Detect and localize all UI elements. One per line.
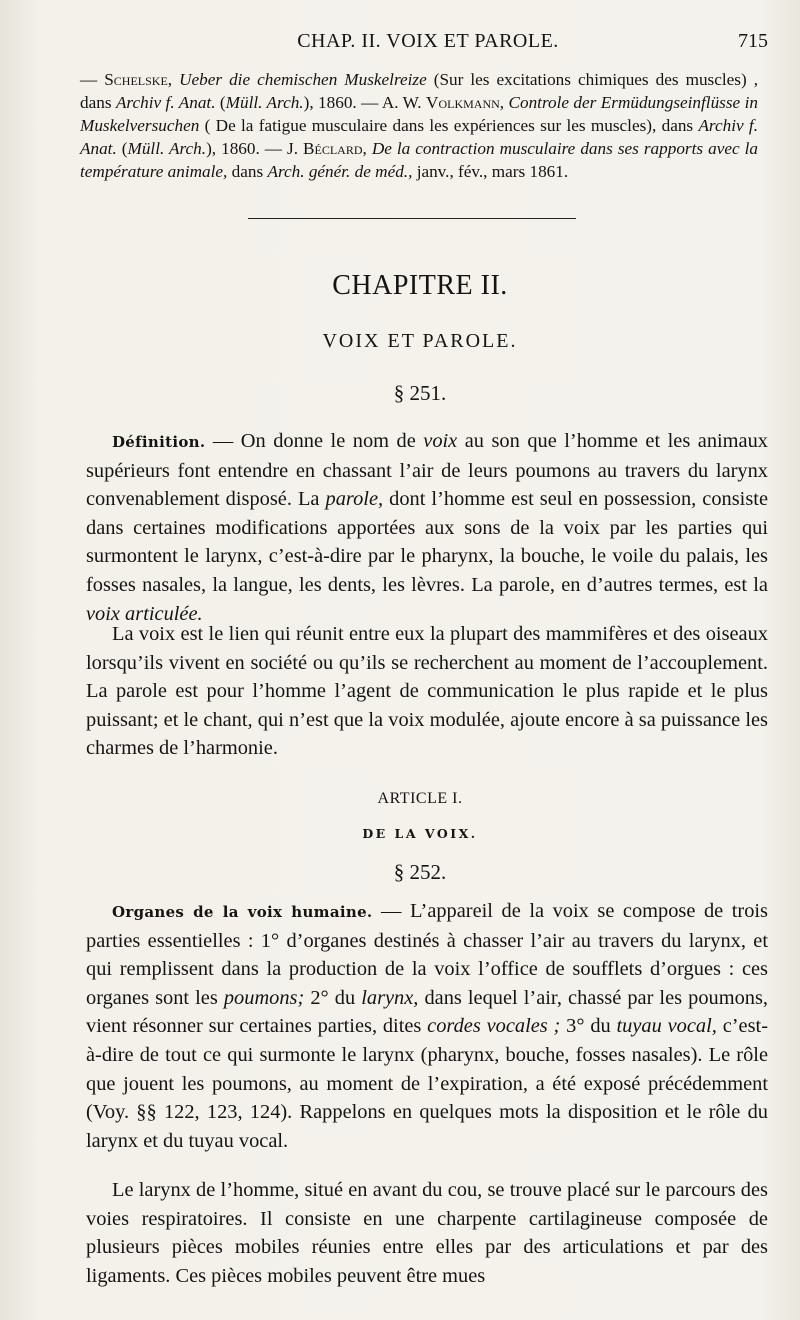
paragraph-text: au son que l’homme et les animaux supérieurs font entendre en chassant l’air de leurs poumons au travers du larynx convenablement disposé. La bbox=[86, 430, 768, 511]
ref-text: janv., fév., mars 1861. bbox=[412, 162, 569, 181]
ref-text: ( bbox=[215, 93, 226, 112]
organs-lead: Organes de la voix humaine. bbox=[112, 903, 373, 921]
term-cordes-vocales: cordes vocales ; bbox=[427, 1015, 561, 1038]
term-parole: parole, bbox=[325, 488, 384, 511]
chapter-title: CHAPITRE II. bbox=[332, 270, 508, 301]
ref-title-schelske: Ueber die chemischen Muskelreize bbox=[179, 70, 427, 89]
section-252-mark: § 252. bbox=[393, 860, 447, 884]
ref-text: ( bbox=[116, 139, 128, 158]
chapter-subtitle: VOIX ET PAROLE. bbox=[322, 330, 518, 352]
ref-dash: — bbox=[80, 70, 105, 89]
paragraph-text: 3° du bbox=[560, 1015, 617, 1038]
voice-role-paragraph: La voix est le lien qui réunit entre eux la plupart des mammifères et des oiseaux lorsqu’ils vivent en société ou qu’ils se recherchent au moment de l’accouplement. La parole est pour l’homme l’agent de communication le plus rapide et le plus puissant; et le chant, qui n’est que la voix modulée, ajoute encore à sa puissance les charmes de l’harmonie. bbox=[86, 623, 768, 760]
ref-journal: Archiv f. Anat. bbox=[80, 116, 759, 158]
ref-author-schelske: Schelske, bbox=[104, 70, 173, 89]
ref-title-beclard: De la contraction musculaire dans ses rapports avec la température animale, bbox=[80, 139, 758, 181]
article-title: ARTICLE I. bbox=[377, 790, 463, 807]
section-251-mark: § 251. bbox=[393, 381, 447, 405]
paragraph-text: dans lequel l’air, chassé par les poumons, vient résonner sur certaines parties, dites bbox=[86, 986, 768, 1038]
definition-lead: Définition. bbox=[112, 433, 206, 451]
ref-journal-short: Müll. Arch. bbox=[127, 139, 207, 158]
ref-text: ), 1860. — J. bbox=[206, 139, 304, 158]
paragraph-text: 2° du bbox=[304, 986, 362, 1009]
running-head: CHAP. II. VOIX ET PAROLE. bbox=[297, 30, 559, 52]
paragraph-text: — L’appareil de la voix se compose de trois parties essentielles : 1° d’organes destinés à chasser l’air au travers du larynx, et qui remplissent dans la production de la voix l’office de soufflets d’orgues : ces organes sont les bbox=[86, 900, 768, 1009]
page-header bbox=[88, 30, 768, 56]
ref-author-volkmann: Volkmann, bbox=[426, 93, 505, 112]
term-poumons: poumons; bbox=[223, 986, 305, 1009]
term-voix-articulee: voix articulée. bbox=[86, 602, 203, 625]
term-larynx: larynx, bbox=[361, 986, 419, 1009]
ref-journal-short: Müll. Arch. bbox=[225, 93, 304, 112]
ref-title-volkmann: Controle der Ermüdungseinflüsse in Muskelversuchen bbox=[80, 93, 758, 135]
article-subtitle: DE LA VOIX. bbox=[362, 826, 478, 841]
page-number: 715 bbox=[738, 30, 768, 52]
definition-paragraph bbox=[86, 427, 768, 628]
ref-journal: Archiv f. Anat. bbox=[115, 93, 216, 112]
section-divider bbox=[248, 218, 576, 219]
ref-text: (Sur les excitations chimiques des muscles) , dans bbox=[80, 70, 759, 112]
ref-journal: Arch. génér. de méd., bbox=[267, 162, 413, 181]
ref-text: ( De la fatigue musculaire dans les expériences sur les muscles), dans bbox=[199, 116, 699, 135]
organs-paragraph bbox=[86, 897, 768, 1155]
references-paragraph bbox=[80, 68, 758, 183]
larynx-paragraph: Le larynx de l’homme, situé en avant du cou, se trouve placé sur le parcours des voies respiratoires. Il consiste en une charpente cartilagineuse composée de plusieurs pièces mobiles réunies entre elles par des articulations et par des ligaments. Ces pièces mobiles peuvent être mues bbox=[86, 1179, 768, 1287]
paragraph-text: dont l’homme est seul en possession, consiste dans certaines modifications apportées aux sons de la voix par les parties qui surmontent le larynx, c’est-à-dire par le pharynx, la bouche, le voile du palais, les fosses nasales, la langue, les dents, les lèvres. La parole, en d’autres termes, est la bbox=[86, 488, 769, 596]
term-tuyau-vocal: tuyau vocal, bbox=[616, 1015, 717, 1038]
ref-author-beclard: Béclard, bbox=[303, 139, 367, 158]
term-voix: voix bbox=[423, 430, 458, 452]
paragraph-text: — On donne le nom de bbox=[205, 430, 424, 452]
ref-text: ), 1860. — A. W. bbox=[303, 93, 427, 112]
paragraph-text: c’est-à-dire de tout ce qui surmonte le larynx (pharynx, bouche, fosses nasales). Le rôle que jouent les poumons, au moment de l’expiration, a été exposé précédemment (Voy. §§ 122, 123, 124). Rappelons en quelques mots la disposition et le rôle du larynx et du tuyau vocal. bbox=[86, 1015, 768, 1152]
ref-text: dans bbox=[227, 162, 268, 181]
